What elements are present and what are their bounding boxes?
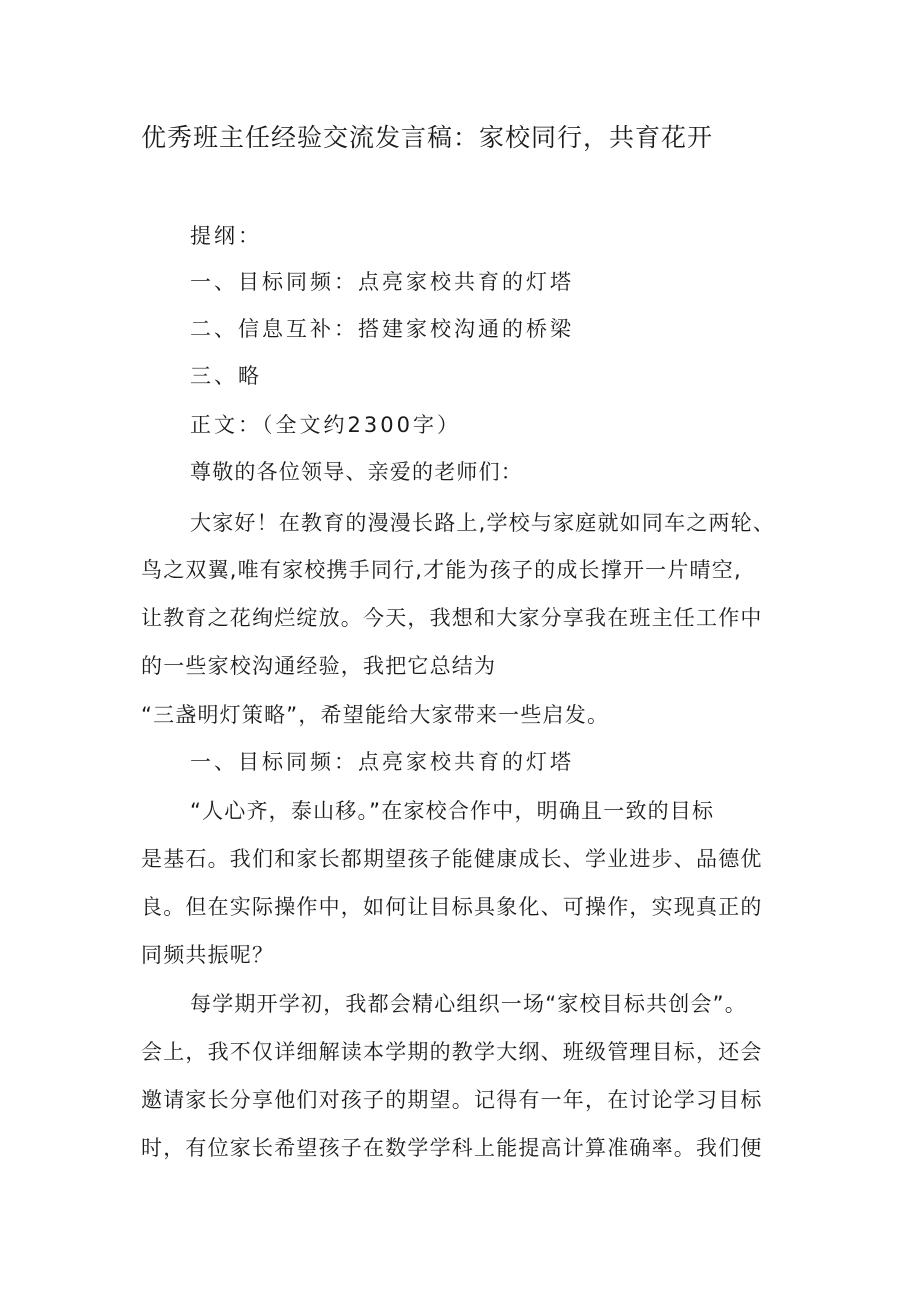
document-title: 优秀班主任经验交流发言稿：家校同行，共育花开 bbox=[141, 123, 714, 152]
paragraph1-line-5: “三盏明灯策略”，希望能给大家带来一些启发。 bbox=[141, 703, 610, 727]
paragraph2-line-2: 是基石。我们和家长都期望孩子能健康成长、学业进步、品德优 bbox=[141, 847, 763, 871]
paragraph1-line-4: 的一些家校沟通经验，我把它总结为 bbox=[141, 654, 497, 678]
paragraph1-line-1: 大家好！在教育的漫漫长路上,学校与家庭就如同车之两轮、 bbox=[190, 511, 776, 535]
paragraph2-line-3: 良。但在实际操作中，如何让目标具象化、可操作，实现真正的 bbox=[141, 895, 763, 919]
paragraph1-line-3: 让教育之花绚烂绽放。今天，我想和大家分享我在班主任工作中 bbox=[141, 606, 763, 630]
paragraph2-line-4: 同频共振呢？ bbox=[141, 943, 275, 967]
body-label: 正文：（全文约2300字） bbox=[190, 413, 461, 437]
salutation: 尊敬的各位领导、亲爱的老师们： bbox=[190, 460, 523, 484]
paragraph2-line-1: “人心齐，泰山移。”在家校合作中，明确且一致的目标 bbox=[190, 799, 715, 823]
section1-heading: 一、目标同频：点亮家校共育的灯塔 bbox=[190, 750, 574, 774]
paragraph3-line-4: 时，有位家长希望孩子在数学学科上能提高计算准确率。我们便 bbox=[141, 1136, 763, 1160]
paragraph3-line-3: 邀请家长分享他们对孩子的期望。记得有一年，在讨论学习目标 bbox=[141, 1088, 763, 1112]
outline-item-3: 三、略 bbox=[190, 364, 262, 388]
paragraph1-line-2: 鸟之双翼,唯有家校携手同行,才能为孩子的成长撑开一片晴空, bbox=[141, 558, 742, 582]
paragraph3-line-2: 会上，我不仅详细解读本学期的教学大纲、班级管理目标，还会 bbox=[141, 1040, 763, 1064]
outline-item-1: 一、目标同频：点亮家校共育的灯塔 bbox=[190, 270, 574, 294]
paragraph3-line-1: 每学期开学初，我都会精心组织一场“家校目标共创会”。 bbox=[190, 992, 747, 1016]
outline-label: 提纲： bbox=[190, 224, 262, 248]
outline-item-2: 二、信息互补：搭建家校沟通的桥梁 bbox=[190, 317, 574, 341]
